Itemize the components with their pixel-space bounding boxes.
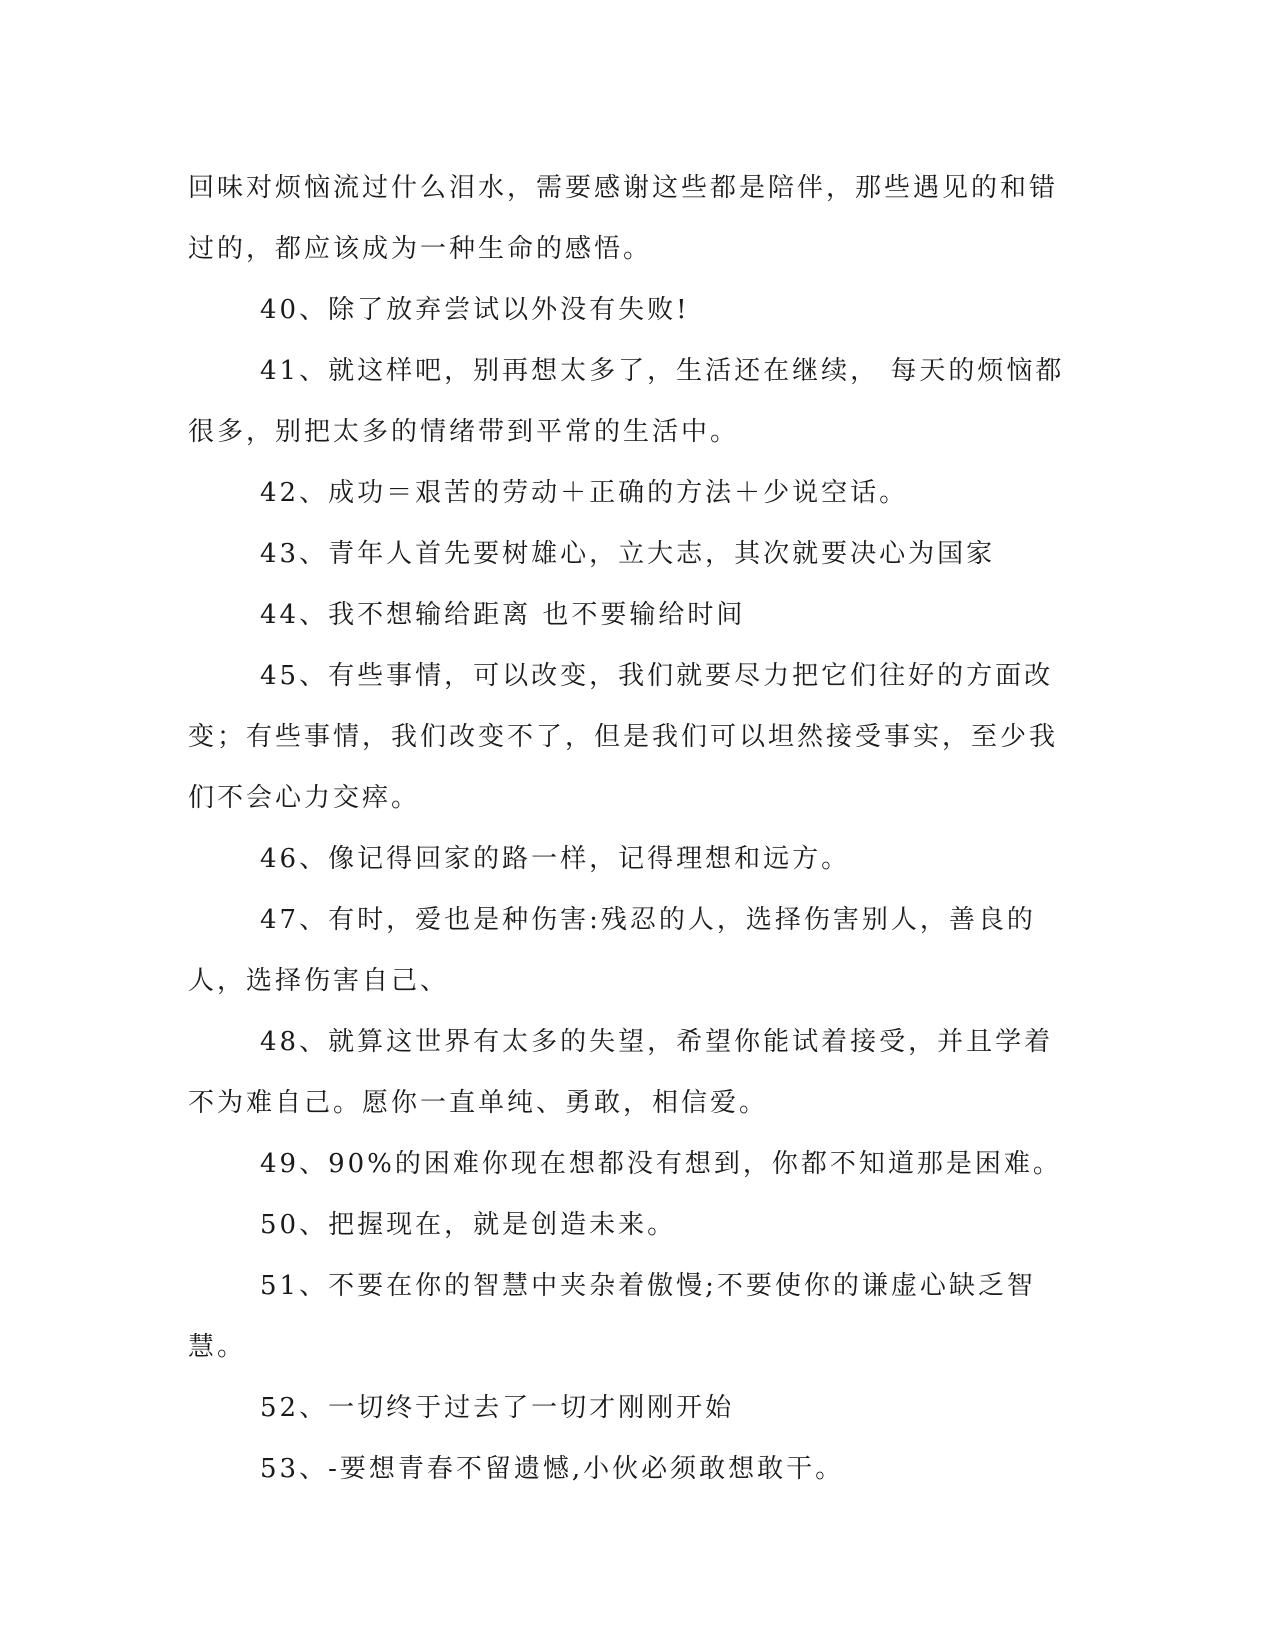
paragraph: 48、就算这世界有太多的失望，希望你能试着接受，并且学着不为难自己。愿你一直单纯、勇敢，相信爱。 [188,1027,1054,1118]
paragraph: 45、有些事情，可以改变，我们就要尽力把它们往好的方面改变；有些事情，我们改变不了，但是我们可以坦然接受事实，至少我们不会心力交瘁。 [188,661,1059,813]
paragraph: 41、就这样吧，别再想太多了，生活还在继续， 每天的烦恼都很多，别把太多的情绪带到平常的生活中。 [188,356,1065,447]
paragraph: 40、除了放弃尝试以外没有失败! [260,295,690,325]
paragraph: 回味对烦恼流过什么泪水，需要感谢这些都是陪伴，那些遇见的和错过的，都应该成为一种生命的感悟。 [188,173,1059,264]
paragraph: 49、90%的困难你现在想都没有想到，你都不知道那是困难。 [260,1149,1062,1179]
paragraph: 52、一切终于过去了一切才刚刚开始 [260,1393,735,1423]
paragraph: 44、我不想输给距离 也不要输给时间 [260,600,746,630]
paragraph: 50、把握现在，就是创造未来。 [260,1210,677,1240]
paragraph: 43、青年人首先要树雄心，立大志，其次就要决心为国家 [260,539,996,569]
document-body [188,158,1068,1500]
paragraph: 53、-要想青春不留遗憾,小伙必须敢想敢干。 [260,1454,845,1484]
paragraph: 42、成功＝艰苦的劳动＋正确的方法＋少说空话。 [260,478,909,508]
paragraph: 51、不要在你的智慧中夹杂着傲慢;不要使你的谦虚心缺乏智慧。 [188,1271,1036,1362]
paragraph: 47、有时，爱也是种伤害:残忍的人，选择伤害别人，善良的人，选择伤害自己、 [188,905,1036,996]
paragraph: 46、像记得回家的路一样，记得理想和远方。 [260,844,851,874]
